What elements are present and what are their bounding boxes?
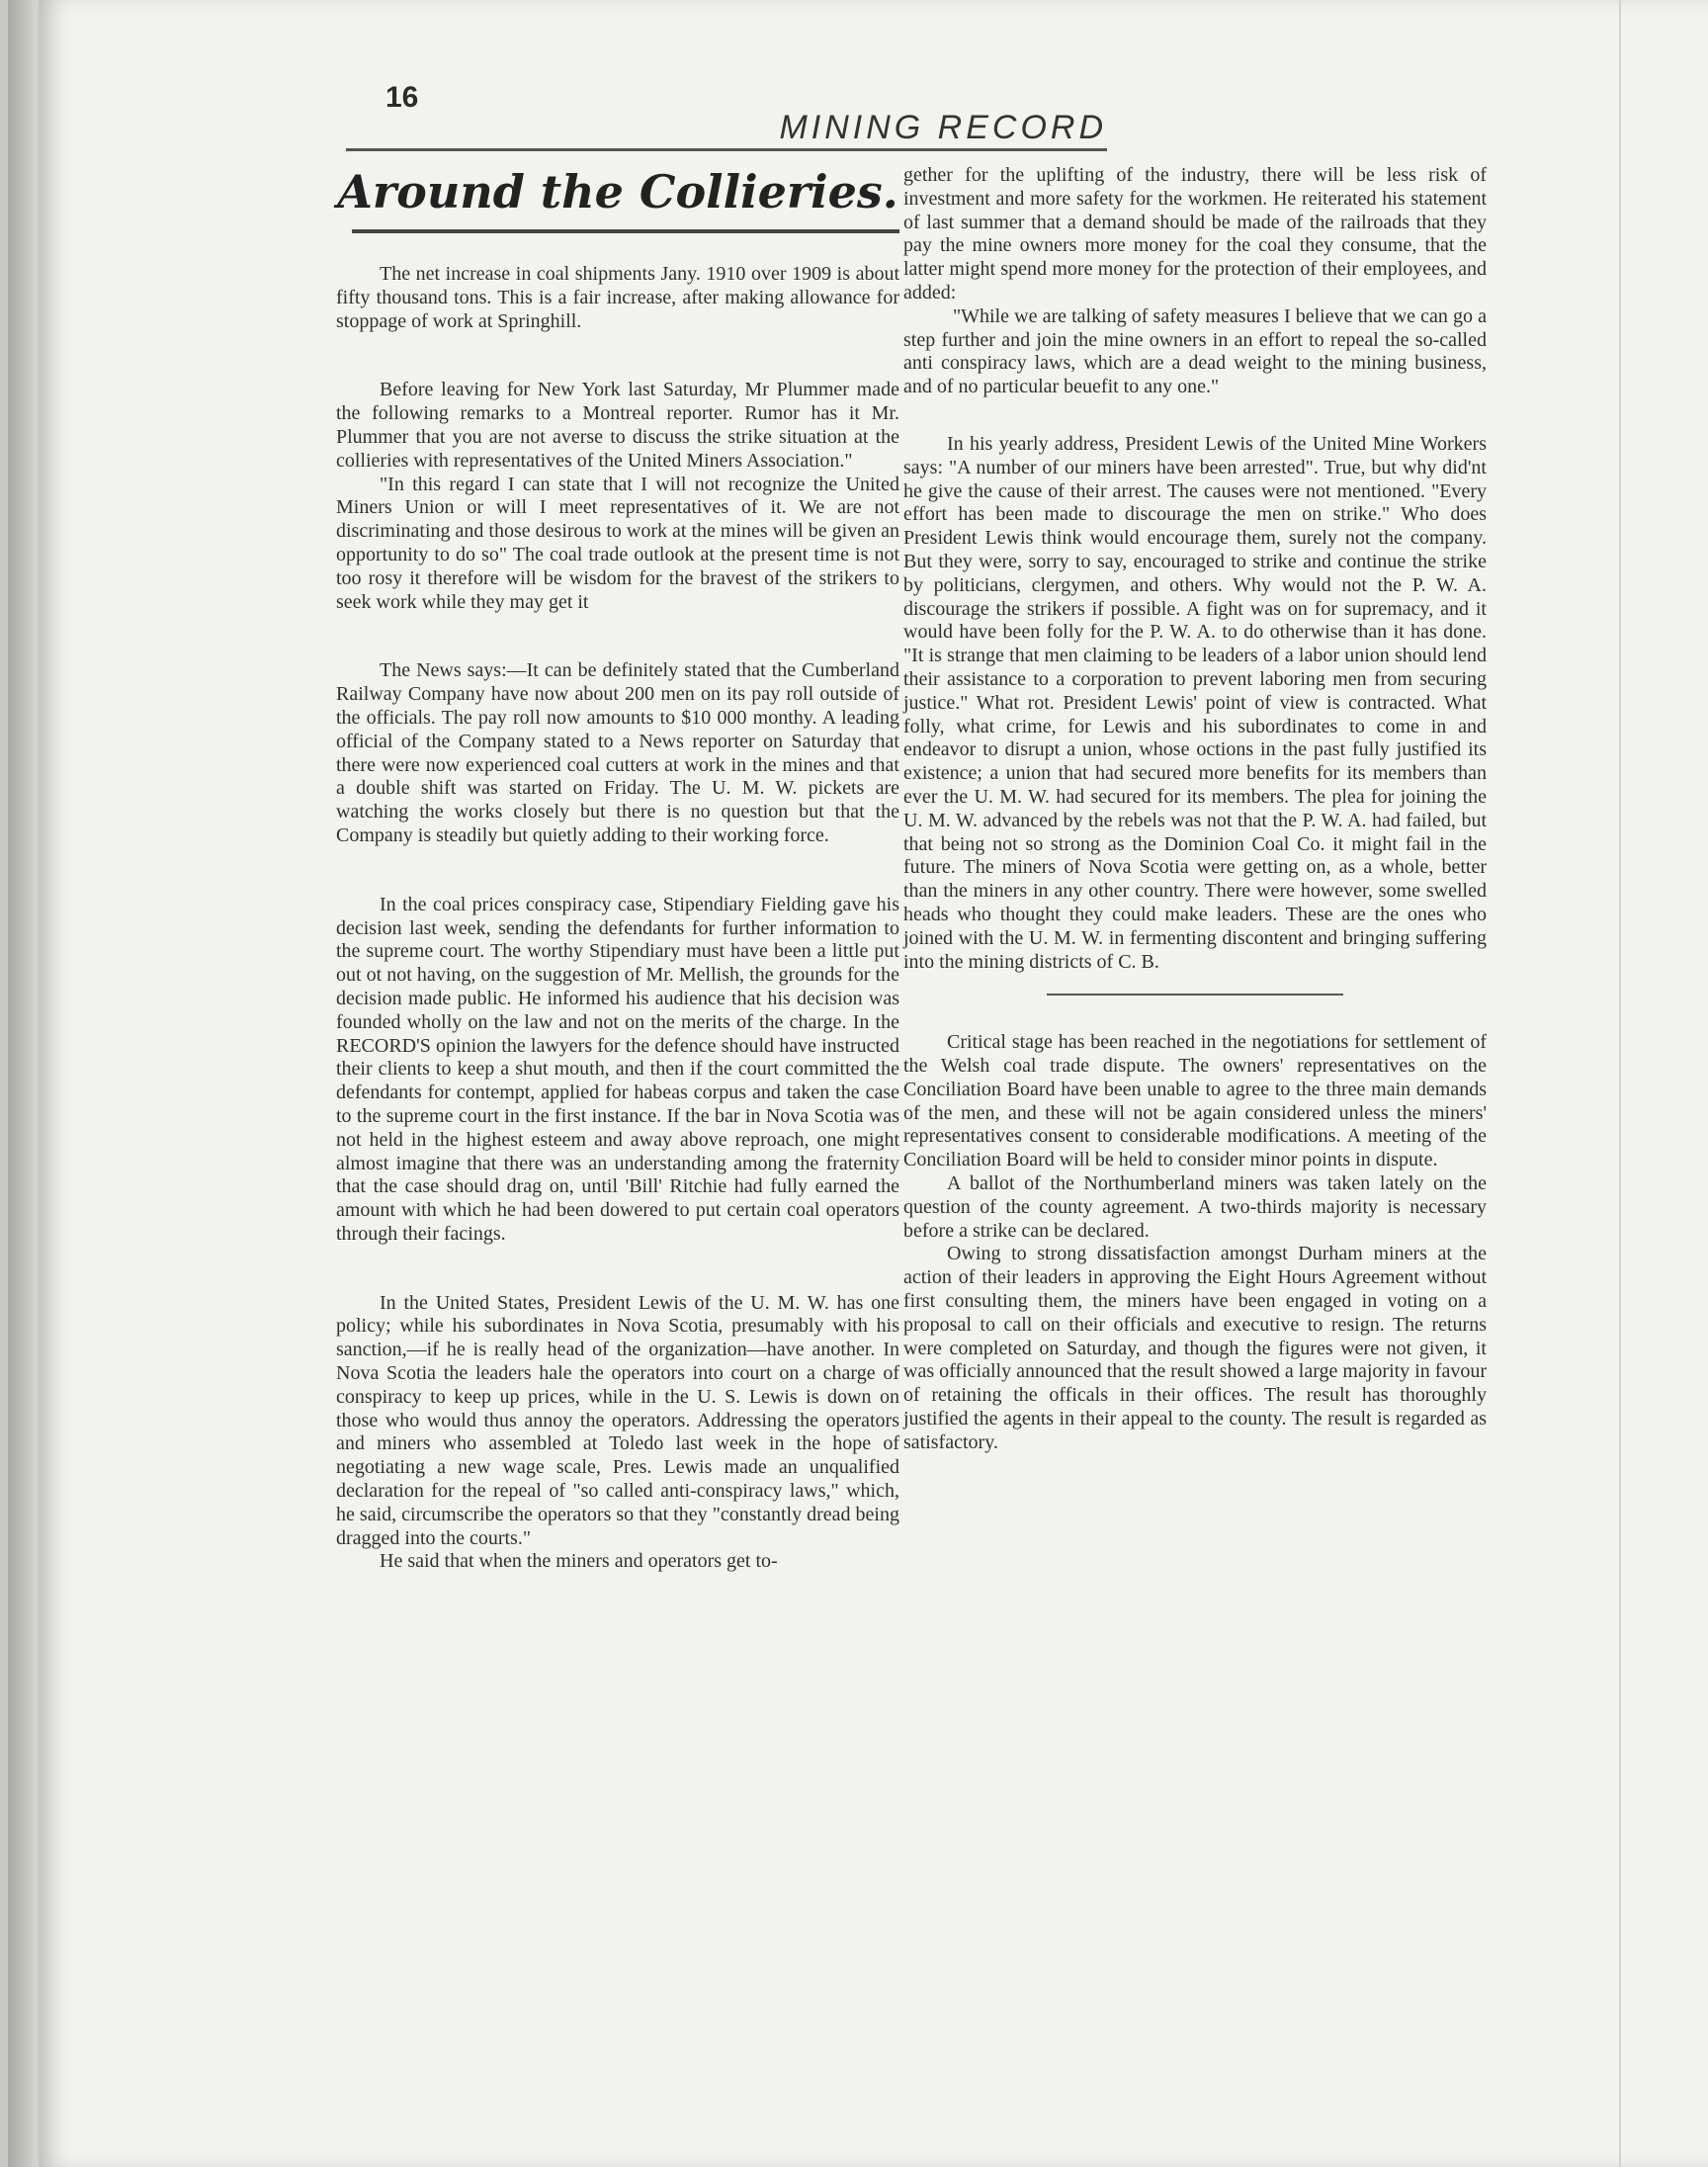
page-number: 16 xyxy=(385,81,419,114)
column-right xyxy=(903,164,1487,1455)
page-fold xyxy=(1619,0,1621,2167)
paragraph-yearly-address: In his yearly address, President Lewis of the United Mine Workers says: "A number of our miners have been arrested". True, but why did'nt he give the cause of their arrest. The causes were not mentioned. "Every effort has been made to discourage the men on strike." Who does President Lewis think would encourage them, surely not the company. But they were, sorry to say, encouraged to strike and continue the strike by politicians, clergymen, and others. Why would not the P. W. A. discourage the strikers if possible. A fight was on for supremacy, and it would have been folly for the P. W. A. to do otherwise than it has done. "It is strange that men claiming to be leaders of a labor union should lend their assistance to a corporation to prevent laboring men from securing justice." What rot. President Lewis' point of view is contracted. What folly, what crime, for Lewis and his subordinates to come in and endeavor to disrupt a union, whose octions in the past fully justified its existence; a union that had secured more benefits for its members than ever the U. M. W. had secured for its members. The plea for joining the U. M. W. advanced by the rebels was not that the P. W. A. had failed, but that being not so strong as the Dominion Coal Co. it might fail in the future. The miners of Nova Scotia were getting on, as a whole, better than the miners in any other country. There were however, some swelled heads who thought they could make leaders. These are the ones who joined with the U. M. W. in fermenting discontent and bringing suffering into the mining districts of C. B. xyxy=(903,432,1487,973)
binding-edge xyxy=(8,0,38,2167)
paragraph-news-says: The News says:—It can be definitely stated that the Cumberland Railway Company have now about 200 men on its pay roll outside of the officials. The pay roll now amounts to $10 000 monthy. A leading official of the Company stated to a News reporter on Saturday that there were now experienced coal cutters at work in the mines and that a double shift was started on Friday. The U. M. W. pickets are watching the works closely but there is no question but that the Company is steadily but quietly adding to their working force. xyxy=(336,659,899,846)
paragraph-miners-operators: He said that when the miners and operators get to- xyxy=(380,1550,778,1573)
title-rule xyxy=(352,229,899,233)
article-title: Around the Collieries. xyxy=(337,165,898,218)
running-head: MINING RECORD xyxy=(779,109,1107,146)
paragraph-durham: Owing to strong dissatisfaction amongst Durham miners at the action of their leaders in approving the Eight Hours Agreement without first consulting them, the miners have been engaged in voting on a proposal to call on their officials and executive to resign. The returns were completed on Saturday, and though the figures were not given, it was officially announced that the result showed a large majority in favour of retaining the officals in their offices. The result has thoroughly justified the agents in their appeal to the county. The result is regarded as satisfactory. xyxy=(903,1243,1487,1453)
paragraph-welsh-dispute: Critical stage has been reached in the negotiations for settlement of the Welsh coal trade dispute. The owners' representatives on the Conciliation Board have been unable to agree to the three main demands of the men, and these will not be again considered unless the miners' representatives consent to considerable modifications. A meeting of the Conciliation Board will be held to consider minor points in dispute. xyxy=(903,1031,1487,1171)
paragraph-northumberland: A ballot of the Northumberland miners was taken lately on the question of the county agreement. A two-thirds majority is necessary before a strike can be declared. xyxy=(903,1172,1487,1242)
paragraph-united-states: In the United States, President Lewis of the U. M. W. has one policy; while his subordinates in Nova Scotia, presumably with his sanction,—if he is really head of the organization—have another. In Nova Scotia the leaders hale the operators into court on a charge of conspiracy to keep up prices, while in the U. S. Lewis is down on those who would thus annoy the operators. Addressing the operators and miners who assembled at Toledo last week in the hope of negotiating a new wage scale, Pres. Lewis made an unqualified declaration for the repeal of "so called anti-conspiracy laws," which, he said, circumscribe the operators so that they "constantly dread being dragged into the courts." xyxy=(336,1291,899,1549)
paragraph-conspiracy-case: In the coal prices conspiracy case, Stipendiary Fielding gave his decision last week, sending the defendants for further information to the supreme court. The worthy Stipendiary must have been a little put out ot not having, on the suggestion of Mr. Mellish, the grounds for the decision made public. He informed his audience that his decision was founded wholly on the law and not on the merits of the charge. In the RECORD'S opinion the lawyers for the defence should have instructed their clients to keep a shut mouth, and then if the court committed the defendants for contempt, applied for habeas corpus and taken the case to the supreme court in the first instance. If the bar in Nova Scotia was not held in the highest esteem and away above reproach, one might almost imagine that there was an understanding among the fraternity that the case should drag on, until 'Bill' Ritchie had fully earned the amount with which he had been dowered to put certain coal operators through their facings. xyxy=(336,893,899,1245)
header-rule xyxy=(346,148,1107,151)
paragraph-continued: gether for the uplifting of the industry, there will be less risk of investment and more safety for the workmen. He reiterated his statement of last summer that a demand should be made of the railroads that they pay the mine owners more money for the coal they consume, that the latter might spend more money for the protection of their employees, and added: xyxy=(903,164,1487,303)
paragraph-safety-quote: "While we are talking of safety measures I believe that we can go a step further and join the mine owners in an effort to repeal the so-called anti conspiracy laws, which are a dead weight to the mining business, and of no particular beuefit to any one." xyxy=(903,304,1487,398)
paragraph-plummer-quote: "In this regard I can state that I will not recognize the United Miners Union or will I meet representatives of it. We are not discriminating and those desirous to work at the mines will be given an opportunity to do so" The coal trade outlook at the present time is not too rosy it therefore will be wisdom for the bravest of the strikers to seek work while they may get it xyxy=(336,473,899,613)
section-divider xyxy=(1047,994,1343,996)
paragraph-coal-shipments: The net increase in coal shipments Jany. 1910 over 1909 is about fifty thousand tons. This is a fair increase, after making allowance for stoppage of work at Springhill. xyxy=(336,263,899,332)
column-left xyxy=(336,164,899,1574)
paragraph-plummer: Before leaving for New York last Saturday, Mr Plummer made the following remarks to a Montreal reporter. Rumor has it Mr. Plummer that you are not averse to discuss the strike situation at the collieries with representatives of the United Miners Association." xyxy=(336,379,899,472)
